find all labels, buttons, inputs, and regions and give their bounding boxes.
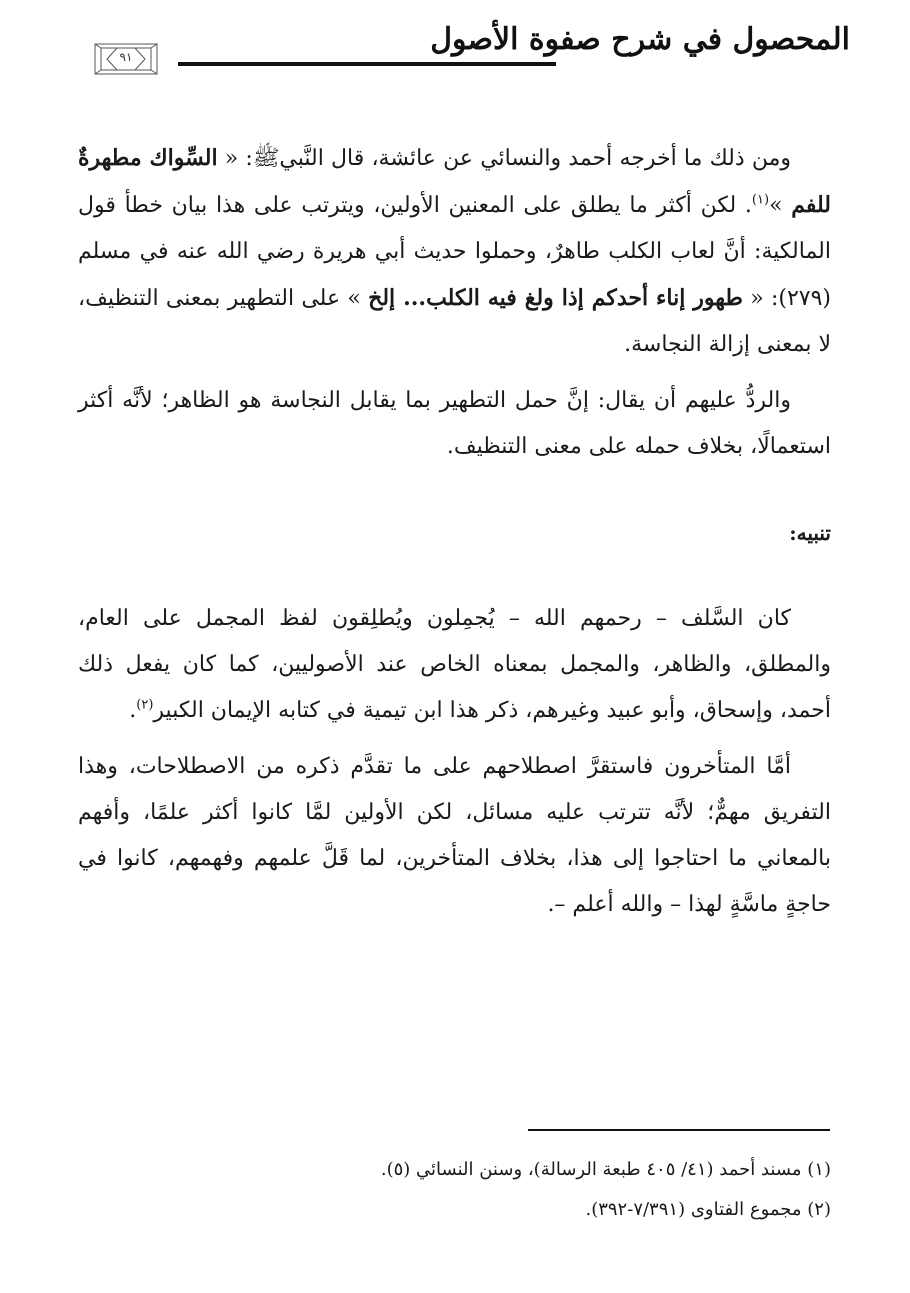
footnotes — [78, 1150, 831, 1230]
footnote-ref-1[interactable]: (١) — [751, 192, 770, 208]
page-number: ٩١ — [119, 50, 133, 64]
header-rule — [178, 62, 556, 66]
page-header — [0, 22, 910, 92]
footnote-1: (١) مسند أحمد (٤١/ ٤٠٥ طبعة الرسالة)، وسنن النسائي (٥). — [380, 1159, 831, 1180]
book-title: المحصول في شرح صفوة الأصول — [430, 22, 850, 57]
paragraph-1-part-3: » — [769, 193, 792, 218]
paragraph-3-text: كان السَّلف – رحمهم الله – يُجمِلون ويُطلِقون لفظ المجمل على العام، والمطلق، والظاهر، والمجمل بمعناه الخاص عند الأصوليين، كما كان يفعل ذلك أحمد، وإسحاق، وأبو عبيد وغيرهم، ذكر هذا ابن تيمية في كتابه الإيمان الكبير — [78, 606, 831, 723]
paragraph-1-part-4: . لكن أكثر ما يطلق على المعنين الأولين، ويترتب على هذا بيان خطأ قول المالكية: أنَّ لعاب الكلب طاهرٌ، وحملوا حديث أبي هريرة رضي الله عنه في مسلم (٢٧٩): « — [78, 193, 831, 311]
footnote-2: (٢) مجموع الفتاوى (٧/٣٩١-٣٩٢). — [585, 1199, 831, 1220]
footnote-ref-2[interactable]: (٢) — [136, 697, 154, 713]
hadith-quote-siwak: السِّواك مطهرةٌ للفم — [78, 145, 831, 218]
paragraph-3-end: . — [129, 698, 137, 723]
paragraph-1-part-6: » على التطهير بمعنى التنظيف، لا بمعنى إزالة النجاسة. — [78, 286, 831, 357]
main-text — [78, 135, 831, 928]
footnote-divider — [528, 1129, 830, 1131]
paragraph-2: والردُّ عليهم أن يقال: إنَّ حمل التطهير بما يقابل النجاسة هو الظاهر؛ لأنَّه أكثر استعمالًا، بخلاف حمله على معنى التنظيف. — [78, 388, 831, 459]
page-number-badge — [93, 42, 159, 76]
section-heading: تنبيه: — [789, 521, 831, 545]
paragraph-4: أمَّا المتأخرون فاستقرَّ اصطلاحهم على ما تقدَّم ذكره من الاصطلاحات، وهذا التفريق مهمٌّ؛ لأنَّه تترتب عليه مسائل، لكن الأولين لمَّا كانوا أكثر علمًا، وأفهم بالمعاني ما احتاجوا إلى هذا، بخلاف المتأخرين، لما قَلَّ علمهم وفهمهم، كانوا في حاجةٍ ماسَّةٍ لهذا – والله أعلم –. — [78, 754, 831, 917]
paragraph-3 — [78, 596, 831, 734]
paragraph-1-part-1: ومن ذلك ما أخرجه أحمد والنسائي عن عائشة، قال النَّبيﷺ: « — [217, 146, 791, 171]
paragraph-1 — [78, 135, 831, 368]
hadith-quote-dog: طهور إناء أحدكم إذا ولغ فيه الكلب... إلخ — [368, 285, 743, 311]
